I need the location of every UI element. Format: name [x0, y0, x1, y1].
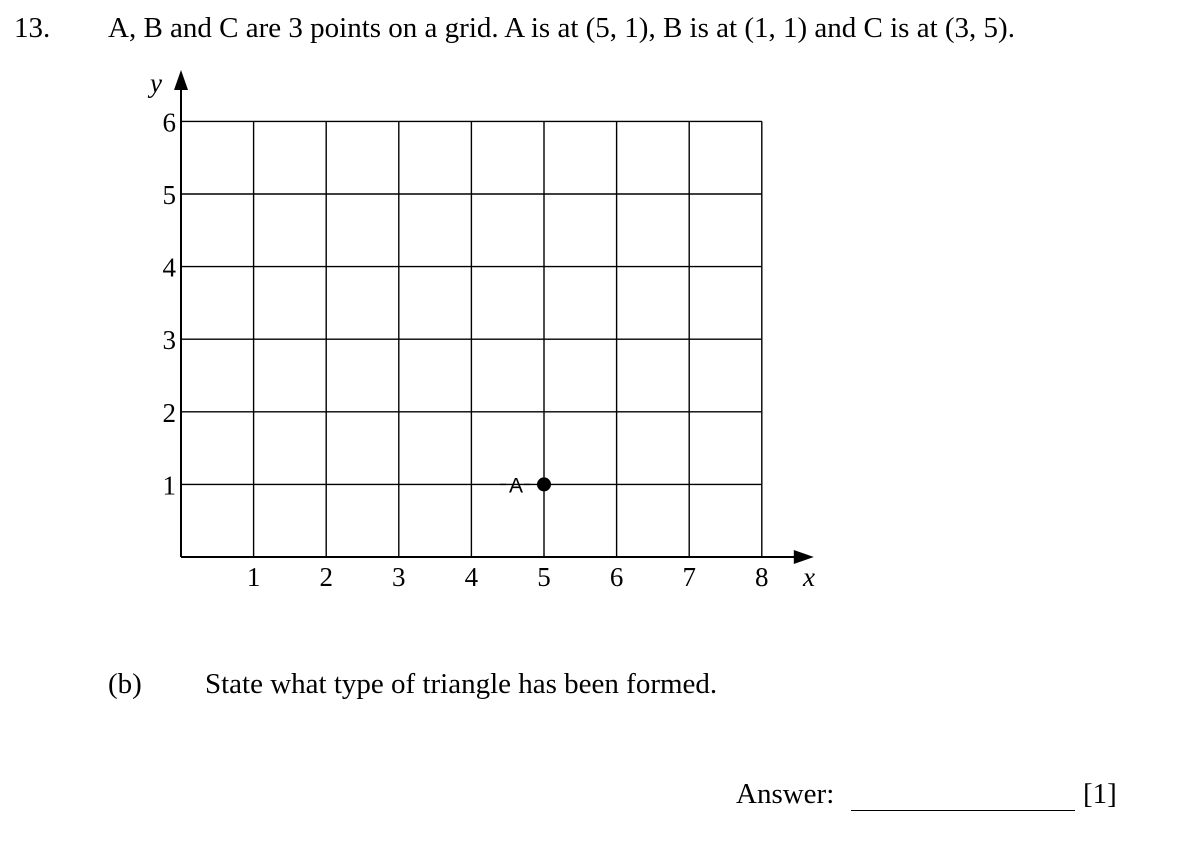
- x-tick-label: 3: [392, 562, 406, 592]
- x-tick-label: 7: [682, 562, 696, 592]
- point-label: A: [508, 474, 524, 498]
- answer-field[interactable]: [851, 810, 1075, 811]
- question-number: 13.: [14, 12, 51, 44]
- x-tick-label: 4: [464, 562, 479, 592]
- marks-label: [1]: [1083, 778, 1117, 810]
- question-text: A, B and C are 3 points on a grid. A is at (5, 1), B is at (1, 1) and C is at (3, 5).: [108, 12, 1015, 44]
- x-tick-label: 5: [537, 562, 551, 592]
- y-tick-label: 6: [162, 107, 176, 138]
- y-tick-label: 4: [162, 252, 176, 283]
- point-marker: [537, 477, 551, 491]
- x-tick-label: 8: [755, 562, 769, 592]
- x-tick-label: 2: [319, 562, 333, 592]
- y-tick-label: 5: [162, 180, 176, 210]
- y-tick-label: 3: [162, 325, 176, 356]
- y-tick-label: 2: [162, 397, 176, 428]
- y-tick-label: 1: [162, 470, 176, 501]
- grid-lines: [181, 121, 762, 557]
- part-b-label: (b): [108, 668, 142, 700]
- x-axis-label: x: [803, 562, 815, 592]
- y-axis-arrow-icon: [174, 70, 188, 90]
- axes: [174, 70, 814, 564]
- x-tick-label: 1: [246, 562, 261, 592]
- x-tick-label: 6: [609, 562, 624, 592]
- part-b-text: State what type of triangle has been formed.: [205, 668, 718, 700]
- answer-label: Answer:: [736, 778, 835, 810]
- y-axis-label: y: [150, 68, 162, 98]
